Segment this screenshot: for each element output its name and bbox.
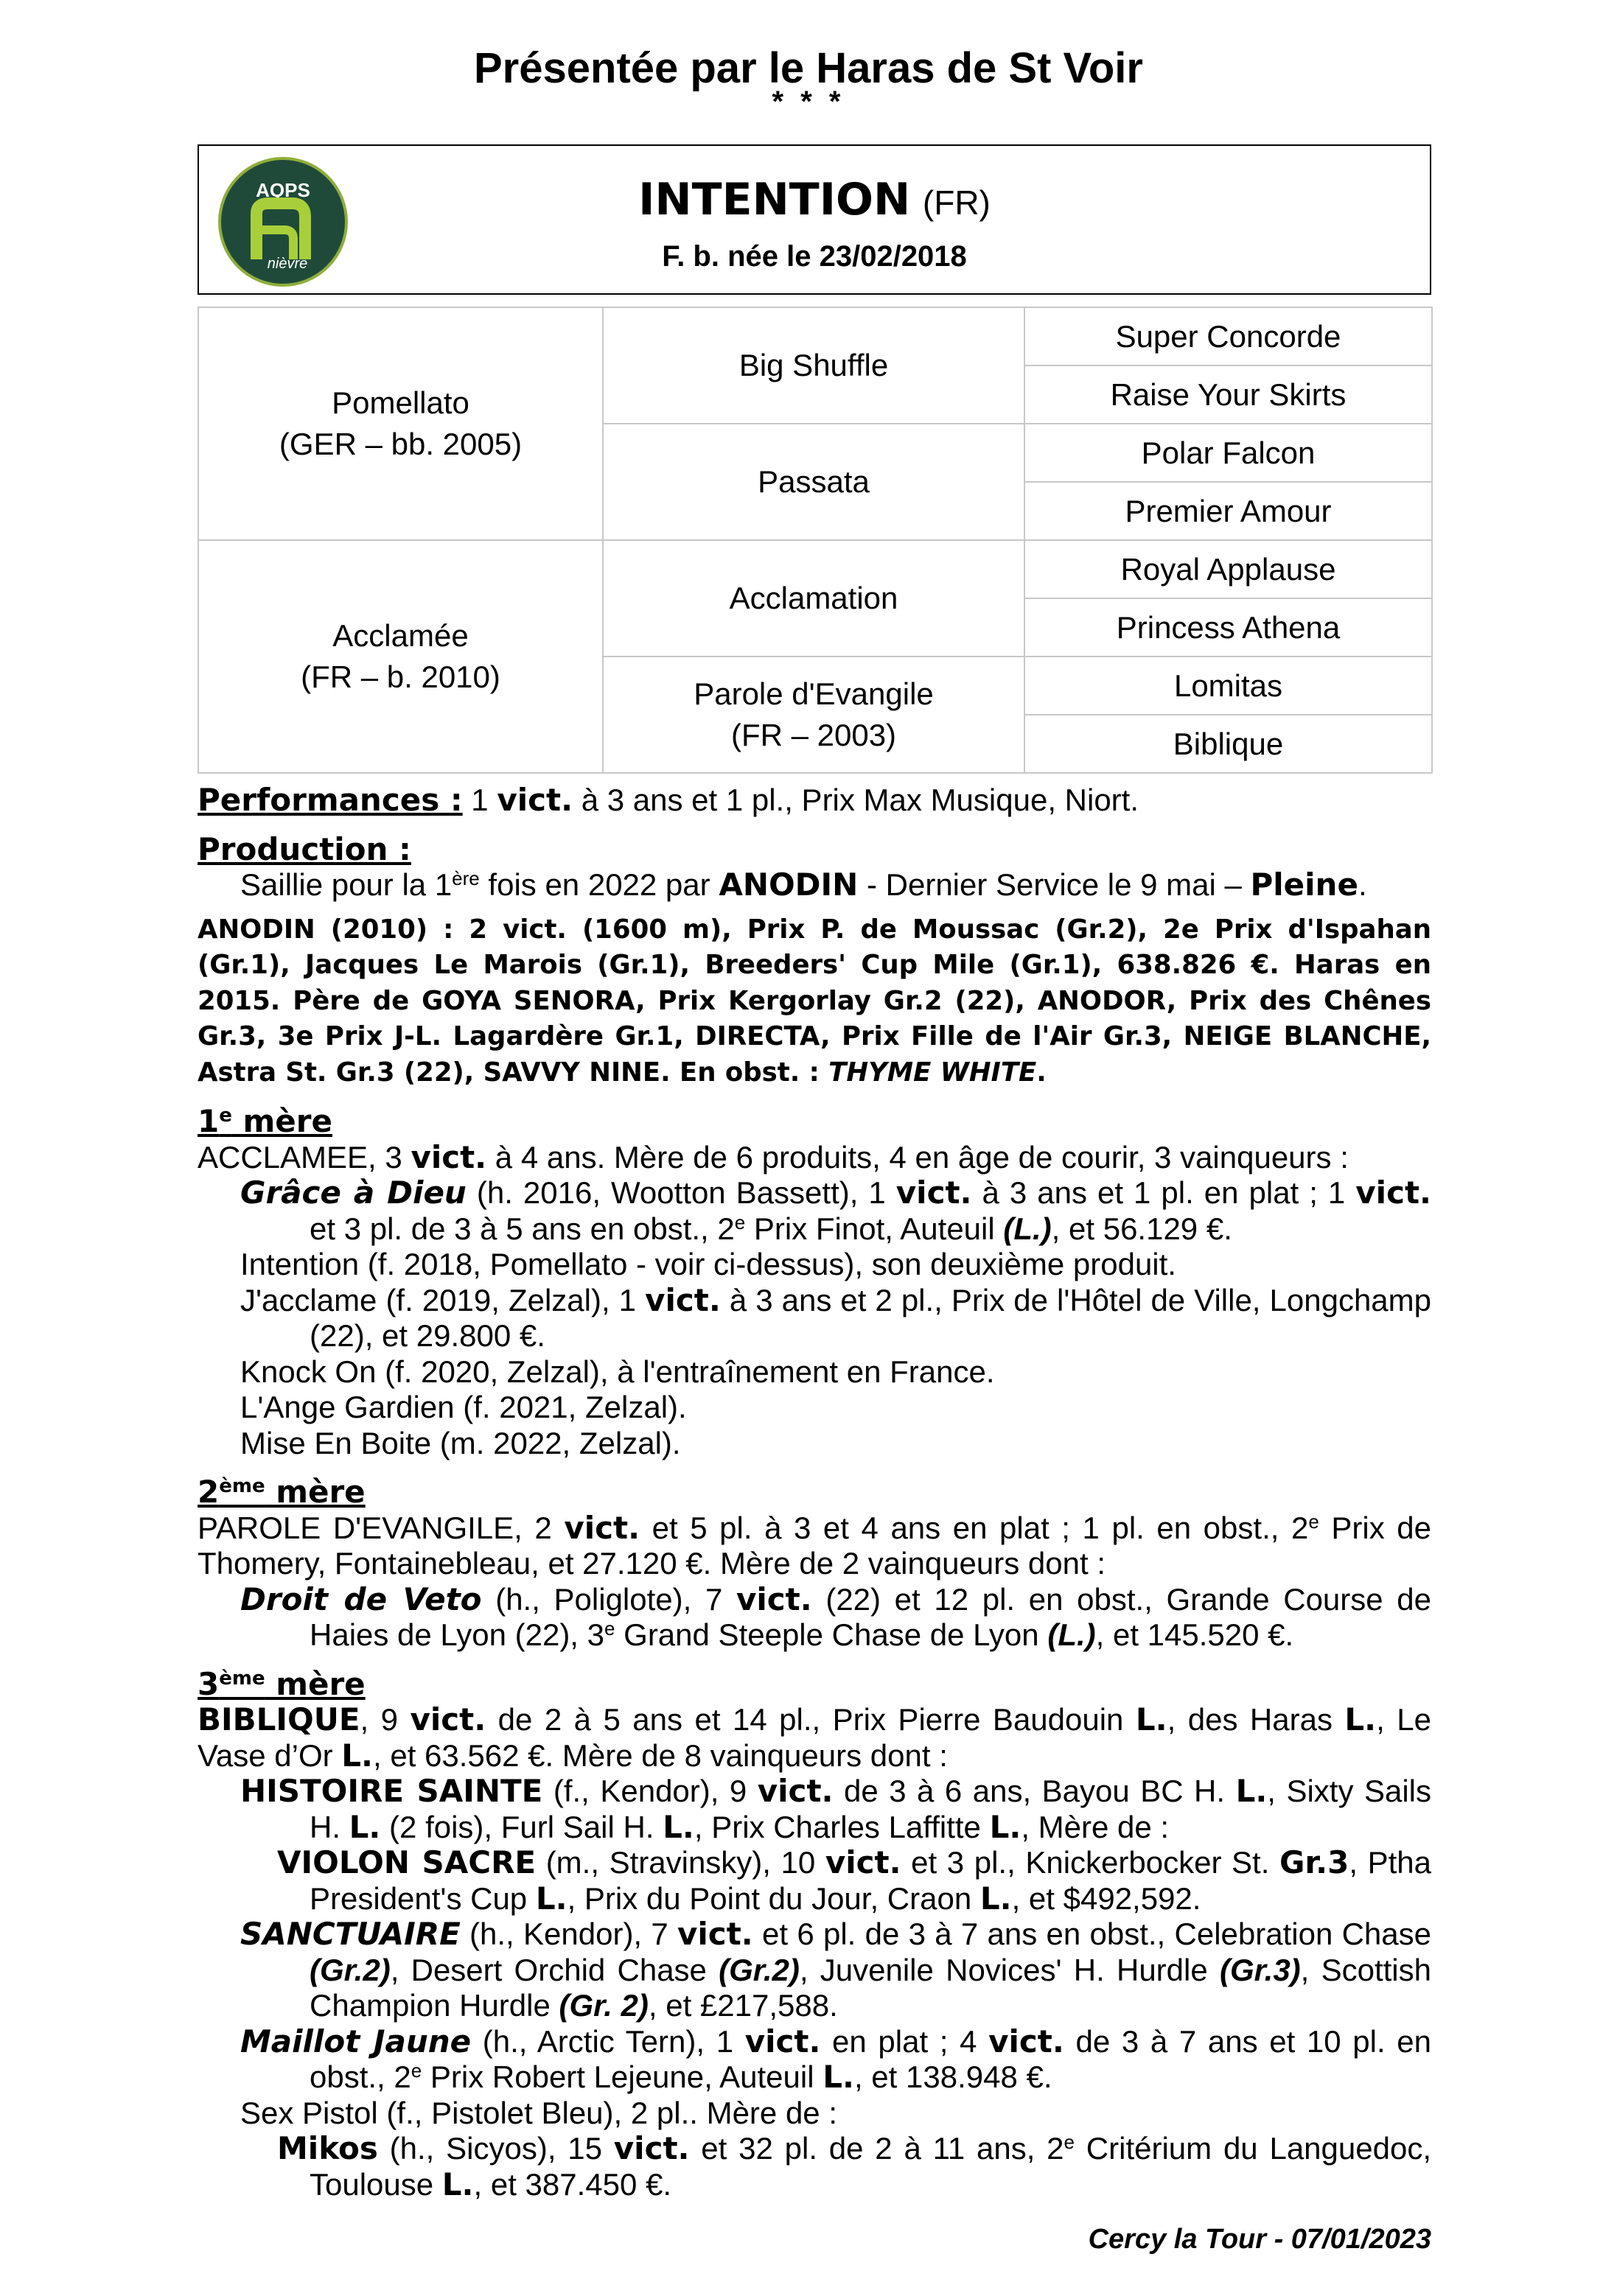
horse-country: (FR) — [922, 183, 991, 222]
pedigree-dam-dam: Parole d'Evangile (FR – 2003) — [603, 657, 1024, 773]
pedigree-dam-sire: Acclamation — [603, 540, 1024, 657]
mere1-produit-1: Grâce à Dieu (h. 2016, Wootton Bassett), 1 vict. à 3 ans et 1 pl. en plat ; 1 vict. et 3 pl. de 3 à 5 ans en obst., 2e Prix Finot, Auteuil (L.), et 56.129 €. — [240, 1175, 1431, 1246]
pedigree-sire-dam: Passata — [603, 424, 1024, 540]
pedigree-gen3-1: Super Concorde — [1024, 307, 1432, 365]
catalog-body — [198, 783, 1431, 2202]
mere3-produit-4-sub: Mikos (h., Sicyos), 15 vict. et 32 pl. de 2 à 11 ans, 2e Critérium du Languedoc, Toulouse L., et 387.450 €. — [277, 2130, 1431, 2202]
pedigree-gen3-3: Polar Falcon — [1024, 424, 1432, 482]
mere1-produit-4: Knock On (f. 2020, Zelzal), à l'entraînement en France. — [240, 1354, 995, 1389]
mere2-intro: PAROLE D'EVANGILE, 2 vict. et 5 pl. à 3 et 4 ans en plat ; 1 pl. en obst., 2e Prix de Thomery, Fontainebleau, et 27.120 €. Mère de 2 vainqueurs dont : — [198, 1509, 1431, 1581]
horse-header-box — [198, 144, 1431, 295]
pedigree-sire-sire: Big Shuffle — [603, 307, 1024, 424]
pedigree-gen3-8: Biblique — [1024, 715, 1432, 773]
title-stars: * * * — [772, 85, 845, 118]
production-line: Saillie pour la 1ère fois en 2022 par ANODIN - Dernier Service le 9 mai – Pleine. — [240, 867, 1367, 903]
mere1-produit-2: Intention (f. 2018, Pomellato - voir ci-dessus), son deuxième produit. — [240, 1247, 1176, 1281]
mere3-produit-4: Sex Pistol (f., Pistolet Bleu), 2 pl.. Mère de : — [240, 2095, 837, 2130]
pedigree-sire: Pomellato (GER – bb. 2005) — [198, 307, 603, 540]
pedigree-gen3-7: Lomitas — [1024, 657, 1432, 715]
pedigree-gen3-4: Premier Amour — [1024, 482, 1432, 540]
pedigree-dam: Acclamée (FR – b. 2010) — [198, 540, 603, 773]
performances-line: Performances : 1 vict. à 3 ans et 1 pl., Prix Max Musique, Niort. — [198, 782, 1139, 818]
mere1-intro: ACCLAMEE, 3 vict. à 4 ans. Mère de 6 produits, 4 en âge de courir, 3 vainqueurs : — [198, 1138, 1349, 1175]
mere3-produit-1-sub: VIOLON SACRE (m., Stravinsky), 10 vict. et 3 pl., Knickerbocker St. Gr.3, Ptha President's Cup L., Prix du Point du Jour, Craon L., et $492,592. — [277, 1844, 1431, 1917]
mere1-produit-3: J'acclame (f. 2019, Zelzal), 1 vict. à 3 ans et 2 pl., Prix de l'Hôtel de Ville, Longchamp (22), et 29.800 €. — [240, 1281, 1431, 1353]
footer-location-date: Cercy la Tour - 07/01/2023 — [1088, 2224, 1431, 2255]
production-heading: Production : — [198, 830, 411, 867]
mere1-produit-5: L'Ange Gardien (f. 2021, Zelzal). — [240, 1390, 687, 1424]
mere1-produit-6: Mise En Boite (m. 2022, Zelzal). — [240, 1425, 681, 1460]
svg-text:nièvre: nièvre — [267, 256, 308, 272]
mere1-heading: 1e mère — [198, 1103, 332, 1139]
presenter-title: Présentée par le Haras de St Voir — [473, 44, 1143, 92]
mere3-produit-1: HISTOIRE SAINTE (f., Kendor), 9 vict. de 3 à 6 ans, Bayou BC H. L., Sixty Sails H. L. (2 fois), Furl Sail H. L., Prix Charles Laffitte L., Mère de : — [240, 1773, 1431, 1845]
svg-text:AQPS: AQPS — [256, 179, 310, 201]
pedigree-gen3-6: Princess Athena — [1024, 598, 1432, 657]
mere2-produit-1: Droit de Veto (h., Poliglote), 7 vict. (22) et 12 pl. en obst., Grande Course de Haies de Lyon (22), 3e Grand Steeple Chase de Lyon (L.), et 145.520 €. — [240, 1581, 1432, 1652]
anodin-paragraph: ANODIN (2010) : 2 vict. (1600 m), Prix P. de Moussac (Gr.2), 2e Prix d'Ispahan (Gr.1), Jacques Le Marois (Gr.1), Breeders' Cup Mile (Gr.1), 638.826 €. Haras en 2015. Père de GOYA SENORA, Prix Kergorlay Gr.2 (22), ANODOR, Prix des Chênes Gr.3, 3e Prix J-L. Lagardère Gr.1, DIRECTA, Prix Fille de l'Air Gr.3, NEIGE BLANCHE, Astra St. Gr.3 (22), SAVVY NINE. En obst. : THYME WHITE. — [198, 914, 1431, 1088]
horse-birth: F. b. née le 23/02/2018 — [662, 240, 967, 273]
pedigree-table — [198, 307, 1433, 774]
pedigree-gen3-2: Raise Your Skirts — [1024, 365, 1432, 424]
mere3-heading: 3ème mère — [198, 1665, 366, 1702]
pedigree-gen3-5: Royal Applause — [1024, 540, 1432, 598]
mere3-produit-3: Maillot Jaune (h., Arctic Tern), 1 vict. en plat ; 4 vict. de 3 à 7 ans et 10 pl. en obst., 2e Prix Robert Lejeune, Auteuil L., et 138.948 €. — [240, 2023, 1432, 2095]
mere3-produit-2: SANCTUAIRE (h., Kendor), 7 vict. et 6 pl. de 3 à 7 ans en obst., Celebration Chase (Gr.2), Desert Orchid Chase (Gr.2), Juvenile Novices' H. Hurdle (Gr.3), Scottish Champion Hurdle (Gr. 2), et £217,588. — [240, 1916, 1431, 2023]
horse-name-line — [199, 174, 1430, 228]
mere2-heading: 2ème mère — [198, 1474, 366, 1510]
mere3-intro: BIBLIQUE, 9 vict. de 2 à 5 ans et 14 pl., Prix Pierre Baudouin L., des Haras L., Le Vase d’Or L., et 63.562 €. Mère de 8 vainqueurs dont : — [198, 1701, 1431, 1774]
horse-name: INTENTION — [638, 174, 911, 225]
